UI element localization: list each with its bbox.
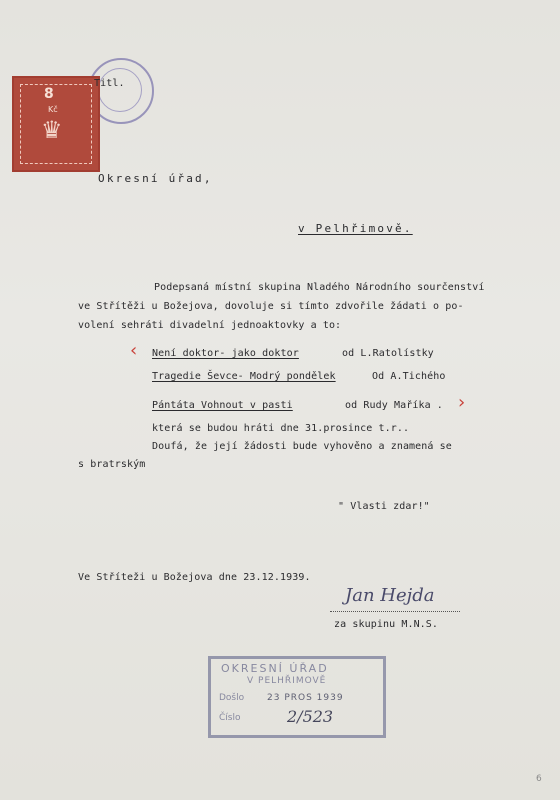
play-title-2: Tragedie Ševce- Modrý pondělek (152, 371, 336, 382)
play-author-3: od Rudy Maříka . (345, 400, 443, 411)
handwritten-signature: Jan Hejda (345, 585, 435, 606)
office-stamp-line-2: V PELHŘIMOVĚ (247, 676, 327, 686)
paragraph-line-2: ve Střítěži u Božejova, dovoluje si tímto zdvořile žádati o po- (78, 301, 464, 312)
red-bracket-left-icon: ‹ (130, 340, 138, 361)
paragraph-line-3: volení sehráti divadelní jednoaktovky a to: (78, 320, 342, 331)
play-author-1: od L.Ratolístky (342, 348, 434, 359)
closing-line-2: Doufá, že její žádosti bude vyhověno a znamená se (152, 441, 452, 452)
revenue-stamp-value: 8 (44, 86, 54, 102)
office-receipt-stamp (208, 656, 386, 738)
play-title-3: Pántáta Vohnout v pasti (152, 400, 293, 411)
salutation: Titl. (94, 78, 125, 89)
lion-emblem-icon: ♛ (41, 116, 63, 144)
red-bracket-right-icon: › (458, 392, 466, 413)
addressee-office: Okresní úřad, (98, 172, 213, 185)
play-title-1: Není doktor- jako doktor (152, 348, 299, 359)
addressee-town: v Pelhřimově. (298, 222, 413, 235)
closing-line-3: s bratrským (78, 459, 146, 470)
office-stamp-number-label: Číslo (219, 713, 241, 723)
place-date: Ve Stříteži u Božejova dne 23.12.1939. (78, 572, 311, 583)
page-mark: 6 (536, 774, 542, 784)
closing-line-1: která se budou hráti dne 31.prosince t.r.. (152, 423, 410, 434)
revenue-stamp-currency: Kč (48, 105, 58, 114)
office-stamp-received-label: Došlo (219, 693, 245, 703)
play-author-2: Od A.Tichého (372, 371, 446, 382)
office-stamp-number: 2/523 (287, 707, 334, 726)
signed-for: za skupinu M.N.S. (334, 619, 439, 630)
office-stamp-received-date: 23 PROS 1939 (267, 693, 344, 703)
greeting: " Vlasti zdar!" (338, 501, 430, 512)
office-stamp-line-1: OKRESNÍ ÚŘAD (221, 662, 329, 675)
revenue-stamp (12, 76, 100, 172)
signature-line (330, 611, 460, 612)
paragraph-line-1: Podepsaná místní skupina Nladého Národního sourčenství (154, 282, 485, 293)
